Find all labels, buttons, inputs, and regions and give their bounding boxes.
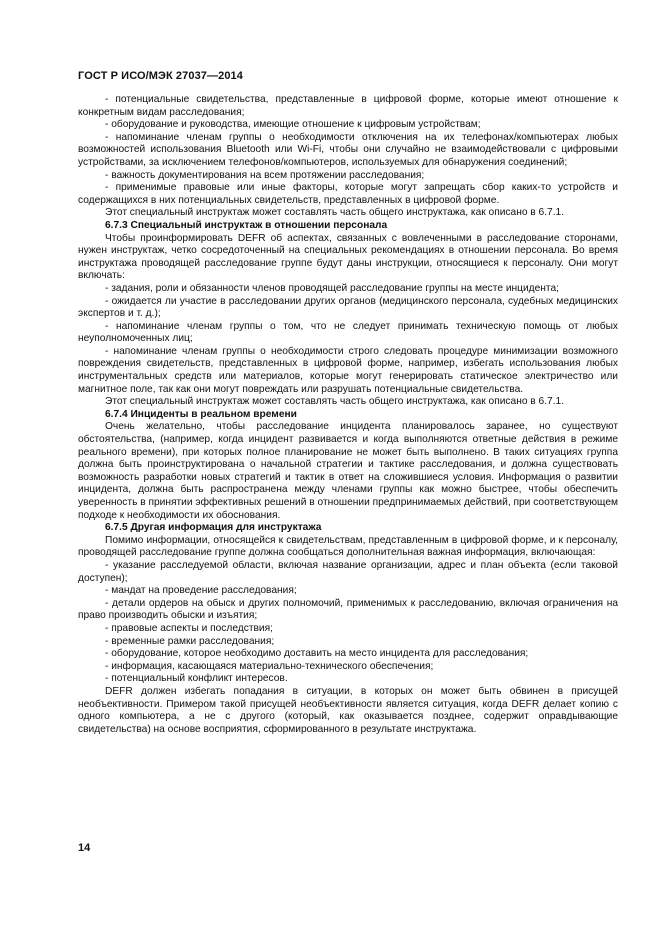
section-heading: 6.7.4 Инциденты в реальном времени	[105, 408, 297, 420]
paragraph: Помимо информации, относящейся к свидетельствам, представленным в цифровой форме, и к персоналу, проводящей расследование группе должна сообщаться дополнительная важная информация, включающая:	[78, 534, 618, 559]
paragraph: Этот специальный инструктаж может составлять часть общего инструктажа, как описано в 6.7.1.	[105, 207, 565, 219]
page-number: 14	[78, 842, 91, 854]
paragraph: Этот специальный инструктаж может составлять часть общего инструктажа, как описано в 6.7.1.	[105, 396, 565, 408]
paragraph: - информация, касающаяся материально-технического обеспечения;	[105, 660, 434, 672]
paragraph: - мандат на проведение расследования;	[105, 585, 297, 597]
paragraph: - временные рамки расследования;	[105, 635, 275, 647]
paragraph: - оборудование и руководства, имеющие отношение к цифровым устройствам;	[105, 119, 481, 131]
paragraph: DEFR должен избегать попадания в ситуации, в которых он может быть обвинен в присущей необъективности. Примером такой присущей необъективности является ситуация, когда DEFR делает копию с одного компьютера, а не с другого (который, как оказывается позднее, содержит оправдывающие свидетельства) на основе восприятия, сформированного в результате инструктажа.	[78, 685, 618, 735]
paragraph: - задания, роли и обязанности членов проводящей расследование группы на месте инцидента;	[105, 282, 559, 294]
document-body	[78, 94, 618, 736]
paragraph: - указание расследуемой области, включая название организации, адрес и план объекта (если таковой доступен);	[78, 559, 618, 584]
paragraph: - потенциальный конфликт интересов.	[105, 673, 288, 685]
paragraph: - напоминание членам группы о необходимости отключения на их телефонах/компьютерах любых возможностей использования Bluetooth или Wi-Fi, чтобы они случайно не взаимодействовали с цифровыми устройствами, за исключением телефонов/компьютеров, используемых для обнаружения соединений;	[78, 131, 618, 168]
paragraph: - оборудование, которое необходимо доставить на место инцидента для расследования;	[105, 648, 529, 660]
paragraph: - напоминание членам группы о том, что не следует принимать техническую помощь от любых неуполномоченных лиц;	[78, 320, 618, 345]
paragraph: - напоминание членам группы о необходимости строго следовать процедуре минимизации возможного повреждения свидетельств, представленных в цифровой форме, например, избегать использования любых инструментальных средств или материалов, которые могут генерировать статическое электричество или магнитное поле, так как они могут повреждать или разрушать потенциальные свидетельства.	[78, 345, 618, 395]
paragraph: - ожидается ли участие в расследовании других органов (медицинского персонала, судебных медицинских экспертов и т. д.);	[78, 295, 618, 320]
page-header: ГОСТ Р ИСО/МЭК 27037—2014	[78, 70, 243, 82]
paragraph: Чтобы проинформировать DEFR об аспектах, связанных с вовлеченными в расследование сторонами, нужен инструктаж, четко сосредоточенный на специальных рекомендациях в отношении персонала. Во время инструктажа проводящей расследование группе будут даны инструкции, относящиеся к персоналу. Они могут включать:	[78, 232, 618, 282]
paragraph: Очень желательно, чтобы расследование инцидента планировалось заранее, но существуют обстоятельства, (например, когда инцидент развивается и когда выполняются ответные действия в режиме реального времени), при которых полное планирование не может быть выполнено. В таких ситуациях группа должна быть проинструктирована о начальной стратегии и тактике расследования, и должна существовать возможность разработки новых стратегий и тактик в ответ на сложившиеся условия. Информация о развитии инцидента, должна быть распространена между членами группы как можно быстрее, чтобы обеспечить уверенность в принятии эффективных решений в отношении предпринимаемых действий, при соответствующем подходе к необходимости их обоснования.	[78, 421, 618, 521]
paragraph: - потенциальные свидетельства, представленные в цифровой форме, которые имеют отношение к конкретным видам расследования;	[78, 94, 618, 118]
section-heading: 6.7.3 Специальный инструктаж в отношении персонала	[105, 219, 388, 231]
paragraph: - детали ордеров на обыск и других полномочий, применимых к расследованию, включая ограничения на право производить обыски и изъятия;	[78, 597, 618, 622]
paragraph: - важность документирования на всем протяжении расследования;	[105, 169, 425, 181]
paragraph: - правовые аспекты и последствия;	[105, 622, 273, 634]
section-heading: 6.7.5 Другая информация для инструктажа	[105, 522, 322, 534]
paragraph: - применимые правовые или иные факторы, которые могут запрещать сбор каких-то устройств и содержащихся в них потенциальных свидетельств, представленных в цифровой форме.	[78, 182, 618, 206]
